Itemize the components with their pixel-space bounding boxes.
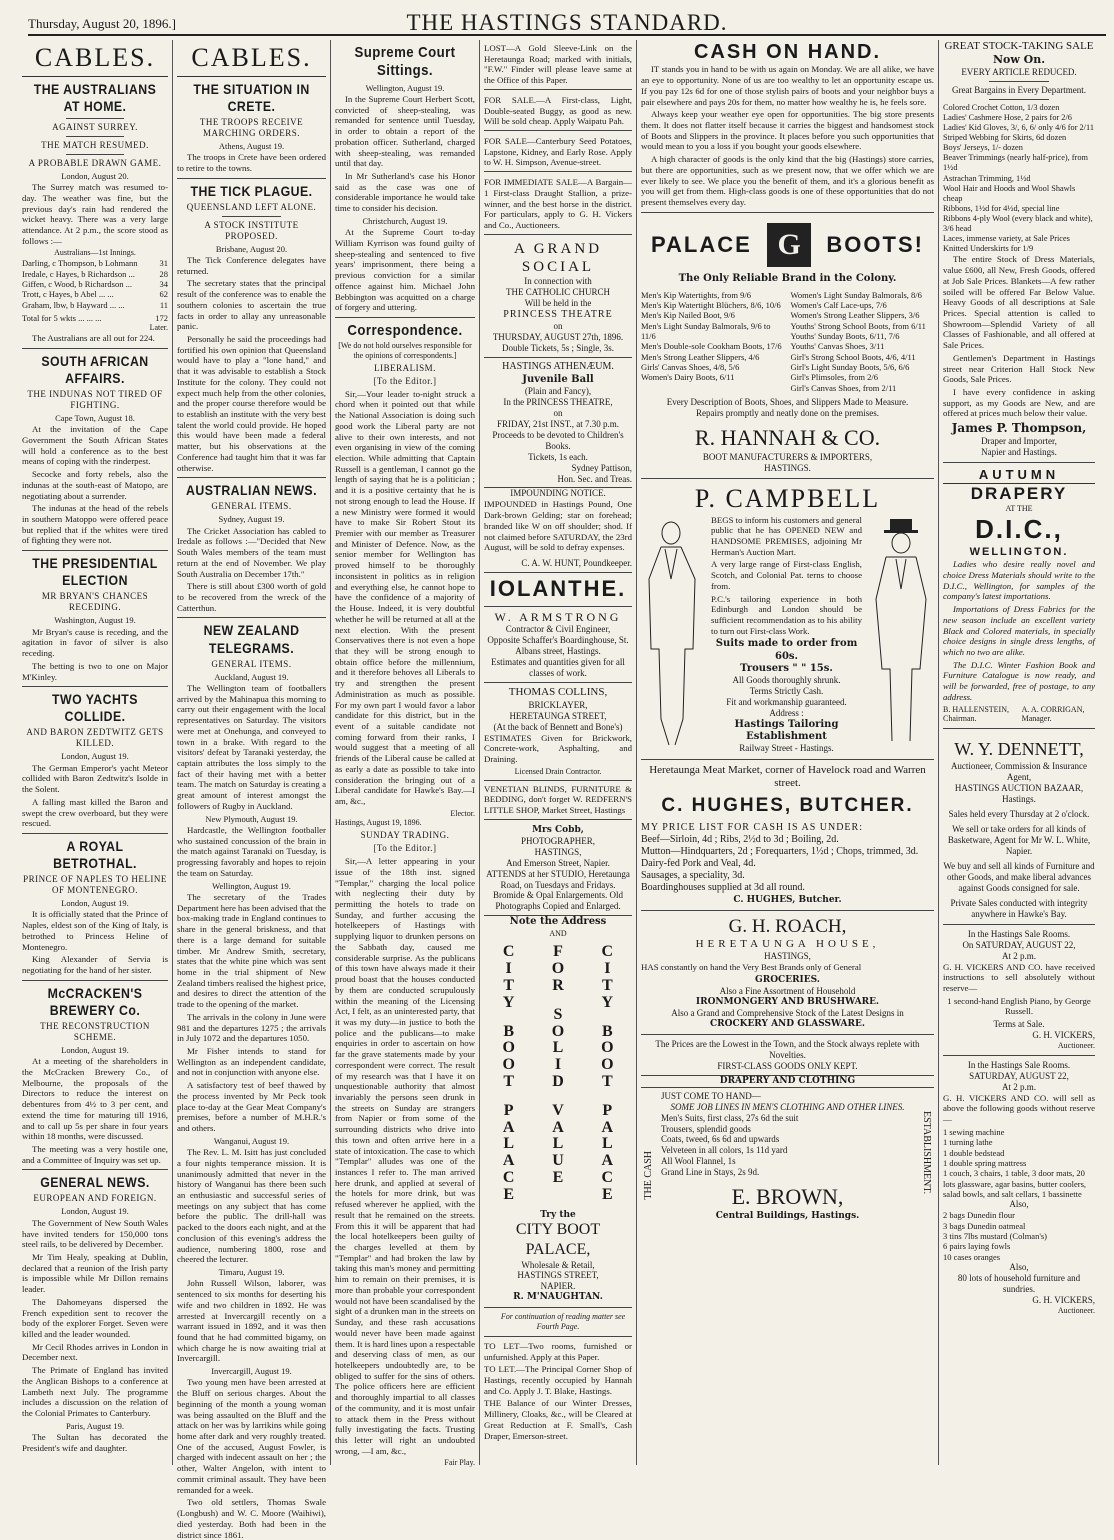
list-item: Men's Kip Nailed Boot, 9/6 [641,310,735,321]
signature: G. H. VICKERS, [1032,1295,1095,1306]
list-item: 3 tins 7lbs mustard (Colman's) [943,1231,1048,1242]
paragraph: At the invitation of the Cape Government the South African States will hold a conference as to the best means of coping with the rinderpest. [22,424,168,467]
thompson-sub: Draper and Importer, [981,435,1057,446]
price-line: Mutton—Hindquarters, 2d ; Forequarters, 1½d ; Chops, trimmed, 3d. [641,845,919,857]
list-item: 1 double bedstead [943,1147,1005,1158]
auction-item-list [943,1210,1095,1262]
auction-time: At 2 p.m. [1001,1081,1036,1092]
dennett-sub: HASTINGS AUCTION BAZAAR, [954,782,1084,793]
dateline: Wellington, August 19. [365,82,445,93]
newspaper-title: THE HASTINGS STANDARD. [406,10,728,35]
list-item: 6 pairs laying fowls [943,1241,1011,1252]
signature: Fair Play. [444,1458,475,1468]
list-item: Men's Strong Leather Slippers, 4/6 [641,351,760,362]
paragraph: The Rev. L. M. Isitt has just concluded a four nights temperance mission. It is unanimously admitted that never in the history of Wanganui has there been such an enthusiastic and successful series of meetings on any subject that has come before the public. The drill-hall was packed to the doors each night, and at the conclusion of this evening's address the audience, numbering 1800, rose and cheered the lecturer. [177,1147,326,1265]
dennett-sub: Auctioneer, Commission & Insurance Agent, [950,761,1088,782]
paragraph: I have every confidence in asking support, as my Goods are New, and are offered at prices much below their value. [943,387,1095,419]
classified-ad: LOST—A Gold Sleeve-Link on the Heretaunga Road; marked with initials, "F.W." Finder will please leave same at the Office of this Paper. [484,40,632,90]
iolanthe-ad: IOLANTHE. [484,573,632,607]
later-label: Later. [149,323,168,333]
paragraph: In the Supreme Court Herbert Scott, convicted of sheep-stealing, was remanded for sentence until Tuesday, in order to obtain a report of the probation officer. Sutherland, charged with sheep-stealing, was remanded until that day. [335,93,475,169]
terms: Terms at Sale. [993,1019,1045,1030]
paragraph: HAS constantly on hand the Very Best Brands only of General [641,962,862,973]
hannah-sub: BOOT MANUFACTURERS & IMPORTERS, [702,451,873,462]
list-item: Girl's Strong School Boots, 4/6, 4/11 [790,351,916,362]
dennett-sub: Hastings. [1002,793,1036,804]
price-line: Beef—Sirloin, 4d ; Ribs, 2½d to 3d ; Boiling, 2d. [641,833,839,845]
paragraph: Mr Fisher intends to stand for Wellington as an independent candidate, and not in conjunction with anyone else. [177,1045,326,1078]
sale-item-list [943,103,1095,255]
paragraph: Two old settlers, Thomas Swale (Longbush) and W. C. Moore (Waihiwi), died yesterday. Both had been in the district since 1861. [177,1497,326,1540]
headline: THE TICK PLAGUE. [190,182,313,199]
sale-title: GREAT STOCK-TAKING SALE [944,40,1094,52]
masthead [28,6,1106,36]
paragraph: At the Supreme Court to-day William Kyrrison was found guilty of sheep-stealing and sentenced to five years' imprisonment, there being a previous conviction for a similar offence against him. Michael John Bebbington was acquitted on a charge of forgery and uttering. [335,227,475,313]
section-title: CABLES. [22,42,168,77]
subhead: AND BARON ZEDTWITZ GETS KILLED. [26,727,164,749]
vertical-word-column: C I T Y B O O T P A L A C E [502,943,515,1203]
list-item: Girls' Canvas Shoes, 4/8, 5/6 [641,362,740,373]
subhead: MR BRYAN'S CHANCES RECEDING. [41,591,149,613]
dennett-title: W. Y. DENNETT, [954,739,1084,760]
headline: Supreme Court Sittings. [354,44,456,80]
paragraph: Gentlemen's Department in Hastings street near Criterion Hall Stock New Goods, Sale Prices. [943,352,1095,385]
classified-ad: FOR SALE—Canterbury Seed Potatoes, Lapstone, Kidney, and Early Rose. Apply to W. H. Simpson, Avenue-street. [484,133,632,172]
palace-subtitle: The Only Reliable Brand in the Colony. [678,273,897,285]
auction-date: SATURDAY, AUGUST 22, [969,1070,1069,1081]
tailored-suit-figure [641,519,703,749]
boots-footnote: Every Description of Boots, Shoes, and Slippers Made to Measure. [666,397,909,408]
paragraph: The Dahomeyans dispersed the French expedition sent to recover the body of the explorer Forget. Seven were killed and the leader wounded. [22,1296,168,1339]
vertical-word-column: F O R S O L I D V A L U E [551,943,565,1186]
dic-signatures: B. HALLENSTEIN, Chairman. A. A. CORRIGAN, Manager. [943,704,1085,724]
dateline: Timaru, August 19. [218,1266,285,1277]
hannah-title: R. HANNAH & CO. [694,425,881,451]
paragraph: A satisfactory test of beef thawed by the process invented by Mr Peck took place to-day at the Gear Meat Company's premises, before a number of M.H.R.'s and others. [177,1080,326,1133]
paragraph: The indunas at the head of the rebels in southern Matoppo were offered peace but replied that if the whites were tired of fighting they were not. [22,503,168,546]
score-row: Trott, c Hayes, b Abel ... ... 62 [22,289,168,300]
campbell-ad-body: BEGS to inform his customers and general public that he has OPENED NEW and HANDSOME PREMISES, adjoining Mr Herman's Auction Mart. A very large range of First-class English, Scotch, and Colonial Pat. terns to choose from. P.C.'s tailoring experience in both Edinburgh and London should be sufficient recommendation as to his ability to turn out First-class Work. Suits made to order from 60s. Trousers " " 15s. All Goods thoroughly shrunk. Terms Strictly Cash. Fit and workmanship guaranteed. Address : Hastings Tailoring Establishment Railway Street - Hastings. [641,515,934,755]
list-item: Ladies' Kid Gloves, 3/, 6, 6/ only 4/6 for 2/11 [943,122,1094,132]
collins-ad: THOMAS COLLINS, BRICKLAYER, HERETAUNGA STREET, (At the back of Bennett and Bone's) ESTIMATES Given for Brickwork, Concrete-work, Asphalting, and Draining. Licensed Drain Contractor. [484,683,632,780]
section-title: CABLES. [177,42,326,77]
paragraph: A falling mast killed the Baron and swept the crew overboard, but they were rescued. [22,796,168,829]
dateline: Wanganui, August 19. [213,1135,290,1146]
dateline: New Plymouth, August 19. [205,813,298,824]
subhead: GENERAL ITEMS. [211,501,292,512]
paragraph: G. H. VICKERS AND CO. will sell as above the following goods without reserve— [943,1092,1095,1125]
score-row: Graham, lbw, b Hayward ... ... 11 [22,299,168,310]
headline: THE SITUATION IN CRETE. [193,80,310,114]
paragraph: The troops in Crete have been ordered to retire to the towns. [177,152,326,173]
boots-footnote: Repairs promptly and neatly done on the premises. [696,408,879,419]
paragraph: We buy and sell all kinds of Furniture and other Goods, and make liberal advances against Goods consigned for sale. [943,860,1095,893]
headline: TWO YACHTS COLLIDE. [52,691,138,725]
paragraph: The German Emperor's yacht Meteor collided with Baron Zedtwitz's Isolde in the Solent. [22,762,168,795]
column-display-ads [637,40,938,1475]
subhead: LIBERALISM. [374,362,436,373]
roach-sub: HASTINGS, [764,951,811,962]
armstrong-ad: W. ARMSTRONG Contractor & Civil Engineer, Opposite Schaffer's Boardinghouse, St. Albans street, Hastings. Estimates and quantities given for all classes of work. [484,607,632,683]
list-item: Women's Light Sunday Balmorals, 8/6 [790,289,922,300]
auction-time: At 2 p.m. [1001,950,1036,961]
headline: SOUTH AFRICAN AFFAIRS. [41,352,149,386]
list-item: Men's Kip Watertight Blüchers, 8/6, 10/6 [641,299,781,310]
paragraph: 80 lots of household furniture and sundries. [957,1273,1081,1295]
paragraph: Also a Grand and Comprehensive Stock of the Latest Designs in [671,1007,904,1018]
list-item: Wool Hair and Hoods and Wool Shawls cheap [943,183,1076,203]
list-item: 3 bags Dunedin oatmeal [943,1220,1026,1231]
hannah-sub: HASTINGS. [764,462,811,473]
dateline: Sydney, August 19. [218,514,285,525]
dateline: Brisbane, August 20. [215,243,288,254]
list-item: Astrachan Trimming, 1½d [943,173,1031,183]
dateline: Paris, August 19. [65,1420,125,1431]
gentleman-figure [868,519,934,749]
notice-title: IMPOUNDING NOTICE. [510,488,606,499]
paragraph: The Sultan has decorated the President's wife and daughter. [22,1432,168,1453]
column-court-correspondence [331,40,479,1475]
dic-city: WELLINGTON. [969,545,1069,558]
subhead: [To the Editor.] [373,375,437,386]
subhead: [To the Editor.] [373,843,437,854]
classified-ad: TO LET.—The Principal Corner Shop of Hastings, recently occupied by Hannah and Co. Apply J. T. Blake, Hastings. [484,1364,632,1396]
list-item: Girl's Light Sunday Boots, 5/6, 6/6 [790,362,910,373]
dateline: Invercargill, August 19. [211,1366,292,1377]
drapery-clothing: DRAPERY AND CLOTHING [641,1075,934,1088]
paragraph: The betting is two to one on Major M'Kinley. [22,660,168,682]
brown-ad: THE CASH ESTABLISHMENT. JUST COME TO HAND— SOME JOB LINES IN MEN'S CLOTHING AND OTHER LINES. Men's Suits, first class, 27s 6d the suit Trousers, splendid goods Coats, tweed, 6s 6d and upwards Velveteen in all colors, 1s 11d yard All Wool Flannel, 1s Grand Line in Stays, 2s 9d. E. BROWN, Central Buildings, Hastings. [643,1090,932,1222]
cash-on-hand-title: CASH ON HAND. [693,41,882,63]
dateline: Washington, August 19. [54,615,136,626]
sale-sub: Great Bargains in Every Department. [951,84,1087,95]
paragraph: Hardcastle, the Wellington footballer who sustained concussion of the brain in the match against Taranaki on Tuesday, is progressing favorably and hopes to rejoin the team on Saturday. [177,824,326,878]
also: Also, [1009,1199,1029,1210]
dateline: Cape Town, August 18. [55,412,135,423]
paragraph: The secretary states that the principal result of the conference was to enable the southern colonies to ascertain the true facts in order to allay any unreasonable panic. [177,278,326,332]
score-total: Total for 5 wkts ... ... ... 172 [22,313,168,323]
signature: Auctioneer. [1057,1041,1095,1051]
letter: Sir,—A letter appearing in your issue of the 18th inst. signed "Templar," charging the local police with neglecting their duty by permitting the hotels to trade on Sunday, and further accusing the hotelkeepers of Hastings with supplying liquor to drunken persons on the Sabbath day, caused me considerable surprise. As the publicans of this town have always made it their proud boast that the houses conducted by them are conducted scrupulously within the meaning of the Licensing Act, I felt, as an uninterested party, that it was my duty—in justice to both the police and the publicans—to make enquiries in order to ascertain on how far the grave statements made by your correspondent were correct. The result of my research was that I have it on unquestionable authority that almost invariably the persons seen drunk in the streets on Sunday are strangers from Napier or from some of the surrounding districts who drive into this town and often arrive here in a state of intoxication. The case to which "Templar" alludes was one of the instances I refer to. The man arrived here drunk, and applied at several of the hotels for more drink, but was refused wherever he applied, with the result that he remained on the streets. From this it will be apparent that had the local hotelkeepers been guilty of the charges levelled at them by "Templar" and had broken the law by taking this man's money and permitting him to remain on their premises, it is more than probable your correspondent would not have been scandalised by the sight of a drunken man in the streets on Sunday, and these rash accusations would never have been made against them. It is hard lines upon a respectable and deserving class of men, as our hotelkeepers undoubtedly are, to be obliged to suffer for the sins of others. The police officers here are efficient and thoroughly impartial to all classes of the community, and it is most unfair to attack them in the Press without fully investigating the facts. Trusting this letter will right an undoubted wrong, —I am, &c., [335,856,475,1456]
paragraph: The secretary of the Trades Department here has been advised that the box-making trade in England continues to share in the general briskness, and that there is a large demand for suitable timber. Mr Andrew Smith, secretary, states that the white pine which was sent home in the trial shipment of New Zealand timbers realised the highest price, and desires to direct the attention of the trade to the opening of the market. [177,891,327,1010]
list-item: Knitted Underskirts for 1/9 [943,244,1034,254]
headline: THE PRESIDENTIAL ELECTION [32,555,158,589]
paragraph: Mr Cecil Rhodes arrives in London in December next. [22,1341,168,1363]
list-item: Men's Double-sole Cookham Boots, 17/6 [641,341,782,352]
headline: THE AUSTRALIANS AT HOME. [33,80,157,114]
price-list-heading: MY PRICE LIST FOR CASH IS AS UNDER: [641,821,863,833]
continuation-note: For continuation of reading matter see Fourth Page. [500,1312,626,1332]
list-item: Women's Calf Lace-ups, 7/6 [790,299,887,310]
dateline: Auckland, August 19. [214,671,289,682]
meat-market-note: Heretaunga Meat Market, corner of Havelock road and Warren street. [649,763,926,789]
subhead: EUROPEAN AND FOREIGN. [33,1193,157,1204]
paragraph: The arrivals in the colony in June were 981 and the departures 1275 ; the arrivals in July 1072 and the departures 1050. [177,1011,326,1044]
dateline: London, August 19. [61,751,129,762]
subhead: THE INDUNAS NOT TIRED OF FIGHTING. [27,388,163,410]
thompson-name: James P. Thompson, [951,421,1087,436]
drapery-title: DRAPERY [970,483,1068,503]
paragraph: It is officially stated that the Prince of Naples, eldest son of the King of Italy, is betrothed to Princess Heline of Montenegro. [22,909,168,952]
price-line: Dairy-fed Pork and Veal, 4d. [641,858,756,870]
classified-ad: TO LET—Two rooms, furnished or unfurnished. Apply at this Paper. [484,1340,632,1362]
signature: Auctioneer. [1057,1306,1095,1315]
dateline: Athens, August 19. [218,140,285,151]
paragraph: The meeting was a very hostile one, and a Committee of Inquiry was set up. [22,1143,168,1165]
signature: Elector. [450,808,475,818]
paragraph: A very large range of First-class English, Scotch, and Colonial Pat. terns to choose from. [711,559,862,591]
list-item: Youths' Canvas Shoes, 3/11 [790,341,885,352]
paragraph: Sales held every Thursday at 2 o'clock. [948,808,1090,819]
signature: C. A. W. HUNT, Poundkeeper. [484,555,632,573]
subhead: A PROBABLE DRAWN GAME. [28,157,162,168]
column-classifieds [480,40,636,1475]
list-item: Ribbons 4-ply Wool (every black and white), 3/6 head [943,213,1093,234]
paragraph: Also a Fine Assortment of Household [719,985,856,996]
classified-ad: FOR IMMEDIATE SALE—A Bargain—1 First-class Draught Stallion, a prize-winner, and the best horse in the district. For particulars, apply to G. H. Vickers and Co., Auctioneers. [484,174,632,235]
paragraph: A high character of goods is the only kind that the big (Hastings) store carries, but there are opportunities, such as we present now, that we offer which we are ever likely to see. We place you the benefit of them, and it's a glorious benefit as you will get from them. High-class goods is one of these opportunities that do not present themselves every day. [641,154,934,208]
also: Also, [1009,1262,1029,1273]
paragraph: The Primate of England has invited the Anglican Bishops to a conference at Lambeth next July. The programme includes a discussion on the relation of the Colonial Primates to Canterbury. [22,1365,168,1419]
paragraph: King Alexander of Servia is negotiating for the hand of her sister. [22,954,168,976]
g-logo: G [767,223,810,268]
column-cables-1 [18,40,172,1475]
vertical-word-column: C I T Y B O O T P A L A C E [601,943,614,1203]
subhead: AGAINST SURREY. [52,121,138,132]
score-row: Darling, c Thompson, b Lohmann 31 [22,258,168,269]
paragraph: Private Sales conducted with integrity anywhere in Hawke's Bay. [950,897,1088,919]
list-item: 1 couch, 3 chairs, 1 table, 3 door mats, 20 lots glassware, agar basins, butter coolers, salad bowls, and salt cellars, 1 bassinette [943,1168,1087,1199]
classified-ad: THE Balance of our Winter Dresses, Millinery, Cloaks, &c., will be Cleared at Great Reduction at F. Small's, Cash Draper, Emerson-street. [484,1398,632,1441]
paragraph: Always keep your weather eye open for opportunities. The big store presents them. It does not flatter itself because it carries the biggest and handsomest stock of Boots and Slippers in the province. It places before you such opportunities that would mean to you a loss if you bought your goods elsewhere. [641,109,934,152]
dateline: London, August 19. [61,898,129,909]
list-item: 1 double spring mattress [943,1157,1027,1168]
paragraph: FIRST-CLASS GOODS ONLY KEPT. [717,1060,858,1071]
campbell-title: P. CAMPBELL [694,483,881,513]
headline: AUSTRALIAN NEWS. [186,482,317,499]
paragraph: Mr Bryan's cause is receding, and the agitation in favor of silver is also receding. [22,626,168,659]
paragraph: The D.I.C. Winter Fashion Book and Furniture Catalogue is now ready, and will be forwarded, free of postage, to any address. [943,659,1095,702]
dateline: Wellington, August 19. [212,880,291,891]
venetian-ad: VENETIAN BLINDS, FURNITURE & BEDDING, don't forget W. REDFERN'S LITTLE SHOP, Market Street, Hastings [484,781,632,820]
list-item: Beaver Trimmings (nearly half-price), from 1½d [943,153,1088,173]
list-item: Colored Crochet Cotton, 1/3 dozen [943,102,1060,112]
crockery: CROCKERY AND GLASSWARE. [709,1018,866,1029]
dateline: Hastings, August 19, 1896. [335,818,422,828]
ironmongery: IRONMONGERY AND BRUSHWARE. [695,996,880,1007]
paragraph: Importations of Dress Fabrics for the new season include an excellent variety Black and Colored materials, in specially choice designs in single dress lengths, of which no two are alike. [943,604,1095,657]
score-row: Iredale, c Hayes, b Richardson ... 28 [22,268,168,279]
column-cables-2 [173,40,330,1540]
paragraph: The entire Stock of Dress Materials, value £600, all New, Fresh Goods, offered at Job Sale Prices. Blankets—A few rather soiled will be offered Far Below Value. Heavy Goods of all descriptions at Sale Prices. Special attention is called to Showroom—Splendid Variety of all Classes of Fashionable, and all offered at Sale Prices. [943,254,1095,351]
list-item: Men's Light Sunday Balmorals, 9/6 to 11/6 [641,320,771,341]
groceries: GROCERIES. [755,974,820,985]
paragraph: The Surrey match was resumed to-day. The weather was fine, but the previous day's rain had rendered the wicket heavy. There was a very large attendance. At 2 p.m., the score stood as follows :— [22,182,168,246]
subhead: THE RECONSTRUCTION SCHEME. [40,1020,150,1042]
paragraph: Personally he said the proceedings had fortified his own opinion that Queensland would have to play a "lone hand," and that it was advisable to establish a Stock Institute for the colony. They could not expect much help from the other colonies, and the proper course therefore would be to establish an institute with the very best talent the world could provide. He hoped this would have been made a federal matter, but his observations at the Conference had taught him that it was far otherwise. [177,333,326,473]
subhead: PRINCE OF NAPLES TO HELINE OF MONTENEGRO. [23,874,167,896]
column-right-ads [939,40,1099,1475]
paragraph: John Russell Wilson, laborer, was sentenced to six months for deserting his wife and two children in 1892. He was arrested at Invercargill recently on a warrant issued in 1892, and it was then found that he had committed bigamy, on which charge he is now awaiting trial at Invercargill. [177,1278,326,1364]
subhead: GENERAL ITEMS. [211,658,292,669]
roach-title: G. H. ROACH, [728,915,847,937]
price-line: Boardinghouses supplied at 3d all round. [641,882,805,894]
list-item: Laces, immense variety, at Sale Prices [943,234,1070,244]
dateline: London, August 19. [61,1206,129,1217]
paragraph: BEGS to inform his customers and general public that he has OPENED NEW and HANDSOME PREMISES, adjoining Mr Herman's Auction Mart. [711,514,862,557]
list-item: Striped Webbing for Skirts, 6d dozen [943,133,1067,143]
paragraph: We sell or take orders for all kinds of Basketware, Agent for Mr W. L. White, Napier. [947,823,1091,856]
hughes-title: C. HUGHES, BUTCHER. [661,795,914,817]
headline: Correspondence. [347,321,463,339]
auction-item-list [943,1127,1095,1200]
dateline: Christchurch, August 19. [362,215,448,226]
subhead: THE TROOPS RECEIVE MARCHING ORDERS. [199,116,304,138]
autumn-title: AUTUMN [943,467,1095,484]
score-row: Giffen, c Wood, b Richardson ... 34 [22,278,168,289]
paragraph: Ladies who desire really novel and choice Dress Materials should write to the D.I.C., Wellington, for samples of the company's latest importations. [943,559,1095,602]
hughes-signature: C. HUGHES, Butcher. [733,894,842,905]
classified-ad: FOR SALE.—A First-class, Light, Double-seated Buggy, as good as new. Will be sold cheap. Apply Waipatu Pah. [484,92,632,131]
list-item: Women's Dairy Boots, 6/11 [641,372,735,383]
subhead: A STOCK INSTITUTE PROPOSED. [204,219,299,241]
headline: A ROYAL BETROTHAL. [53,838,137,872]
headline: GENERAL NEWS. [40,1174,150,1191]
innings-label: Australians—1st Innings. [54,248,136,258]
auction-venue: In the Hastings Sale Rooms. [967,928,1071,939]
price-line: Sausages, a speciality, 3d. [641,870,745,882]
list-item: Ladies' Cashmere Hose, 2 pairs for 2/6 [943,112,1072,122]
boots-price-list [641,290,934,394]
paragraph: Secocke and forty rebels, also the indunas at the south-east of Matopo, are negotiating about a surrender. [22,469,168,501]
list-item: Ribbons, 1½d for 4½d, special line [943,203,1060,213]
dateline: London, August 19. [61,1044,129,1055]
list-item: 10 cases oranges [943,1251,1001,1262]
paragraph: At a meeting of the shareholders in the McCracken Brewery Co., of Melbourne, the proposals of the Directors to reduce the interest on debentures from 4½ to 3 per cent, and extend the time for maturing till 1916, and to call up 5s per share in four years within 18 months, were discussed. [22,1056,168,1142]
paragraph: P.C.'s tailoring experience in both Edinburgh and London should be sufficient recommendation as to his ability to turn out First-class Work. [711,593,862,636]
now-on: Now On. [992,53,1046,67]
social-ad: A GRAND SOCIAL In connection with THE CATHOLIC CHURCH Will be held in the PRINCESS THEATRE on THURSDAY, AUGUST 27th, 1896. Double Tickets, 5s ; Single, 3s. [484,237,632,359]
list-item: Men's Kip Watertights, from 9/6 [641,289,751,300]
subhead: THE MATCH RESUMED. [41,139,149,150]
city-boot-palace-ad: Note the Address AND C I T Y B O O T P A L A C E F O R S O L I D V A L U E C I T Y B O O T P A L A C E Try the CITY BOOT PALACE, Wholesale & Retail, HASTINGS STREET, NAPIER. R. M'NAUGHTAN. [502,916,614,1303]
list-item: Girl's Plimsoles, from 2/6 [790,372,878,383]
paragraph: The Wellington team of footballers arrived by the Mahinapua this morning to carry out their engagement with the local representatives on Saturday. The visitors were met at Onehunga, and conveyed to town in a brake. With regard to the visitors' defeat by Taranaki yesterday, the captain attributes the loss simply to the fact of their having met with a better team. The match on Saturday is creating a great amount of interest amongst the followers of Rugby in Auckland. [177,682,326,811]
roach-sub: HERETAUNGA HOUSE, [695,937,880,950]
list-item: Youths' Strong School Boots, from 6/11 [790,320,926,331]
letter: Sir,—Your leader to-night struck a chord when it pointed out that while the National Association is doing such good work the Liberal party are not alive to their own interests, and not even organising in view of the coming election. While admitting that Captain Russell is a gentleman, I cannot go the length of saying that he is a politician ; and it is a positive certainty that he is not strong enough to lead the House. If a new Ministry were formed it would have to make Sir Robert Stout its Premier with our member as Treasurer and Minister of Defence. Now, as the senior member for Wellington has proved himself to be thoroughly inconsistent in politics as in religion and everything else, he cannot hope to have the confidence of a majority of the House. Indeed, it is very doubtful whether he will be returned at all at the next election. With the present Conservatives there is not even a hope that they will be strong enough to obtain office before the millennium, and it therefore behoves all Liberals to try and strengthen the present Administration as much as possible. For my own part I would favor a labor candidate for this district, but in the event of a suitable candidate not coming forward from their ranks, I would suggest that a meeting of all friends of the Liberal cause be called at as early a date as possible to take into consideration the bringing out of a Liberal candidate for Hawke's Bay.—I am, &c., [335,388,475,807]
paragraph: Mr Tim Healy, speaking at Dublin, declared that a reunion of the Irish party is impossible while Mr Dillon remains leader. [22,1251,168,1295]
paragraph: G. H. VICKERS AND CO. have received instructions to sell absolutely without reserve— [943,961,1095,993]
paragraph: The Prices are the Lowest in the Town, and the Stock always replete with Novelties. [655,1038,920,1060]
dic-title: D.I.C., [975,514,1063,545]
paragraph: The Tick Conference delegates have returned. [177,254,326,276]
list-item: Women's Strong Leather Slippers, 3/6 [790,310,920,321]
auction-venue: In the Hastings Sale Rooms. [967,1059,1071,1070]
signature: G. H. VICKERS, [1032,1030,1095,1041]
list-item: 1 sewing machine [943,1126,1005,1137]
athenaeum-ad: HASTINGS ATHENÆUM. Juvenile Ball (Plain and Fancy), In the PRINCESS THEATRE, on FRIDAY, 21st INST., at 7.30 p.m. Proceeds to be devoted to Children's Books. Tickets, 1s each. Sydney Pattison, Hon. Sec. and Treas. [484,358,632,488]
paragraph: 1 second-hand English Piano, by George Russell. [947,995,1091,1017]
subhead: SUNDAY TRADING. [360,830,450,841]
impounding-notice: IMPOUNDED in Hastings Pound, One Dark-brown Gelding; star on forehead; branded like W on off shoulder; shod. If not claimed before SATURDAY, the 23rd August, will be sold to defray expenses. [484,499,632,553]
sale-sub: EVERY ARTICLE REDUCED. [961,66,1077,77]
headline: McCRACKEN'S BREWERY Co. [47,984,143,1018]
palace-boots-banner: PALACE G BOOTS! [641,217,934,274]
cobb-ad: Mrs Cobb, PHOTOGRAPHER, HASTINGS, And Emerson Street, Napier. ATTENDS at her STUDIO, Heretaunga Road, on Tuesdays and Fridays. Bromide & Opal Enlargements. Old Photographs Copied and Enlarged. [484,822,632,917]
list-item: 2 bags Dunedin flour [943,1210,1016,1221]
subhead: QUEENSLAND LEFT ALONE. [186,201,317,212]
list-item: Youths' Sunday Boots, 6/11, 7/6 [790,330,900,341]
list-item: Boys' Jerseys, 1/- dozen [943,143,1023,153]
paragraph: The Government of New South Wales have invited tenders for 150,000 tons steel rails, to be delivered by December. [22,1217,168,1250]
thompson-sub: Napier and Hastings. [981,446,1057,457]
paragraph: IT stands you in hand to be with us again on Monday. We are all alike, we have an eye to opportunity. None of us are too wealthy to let an opportunity escape us. If you pay 12s 6d for one of those stylish pairs of boots and your neighbor buys a pair elsewhere and pays 20s for them, no matter how wealthy he is, he feels sore. [641,64,934,107]
list-item: Girl's Canvas Shoes, from 2/11 [790,382,897,393]
paragraph: Two young men have been arrested at the Bluff on serious charges. About the beginning of the month a young woman was being assaulted on the Bluff and the attack on her was by larrikins while going home after dark and very roughly treated. One of the accused, August Fowler, is charged with indecent assault on her ; the other, Walter Angelon, with intent to commit criminal assault. They have been remanded for a week. [177,1377,326,1495]
paragraph: There is still about £300 worth of gold to be recovered from the wreck of the Catterthun. [177,581,326,613]
editor-note: [We do not hold ourselves responsible for the opinions of correspondents.] [338,341,472,361]
paragraph: The Cricket Association has cabled to Iredale as follows :—"Decided that New South Wales members of the team must return at the end of November. We play South Australia on December 17th." [177,525,326,579]
headline: NEW ZEALAND TELEGRAMS. [203,622,300,656]
paragraph: In Mr Sutherland's case his Honor said as the case was one of considerable importance he would take time to consider his decision. [335,170,475,214]
at-the: AT THE [1005,504,1033,514]
list-item: 1 turning lathe [943,1137,993,1148]
paragraph: The Australians are all out for 224. [32,333,155,344]
issue-date: Thursday, August 20, 1896.] [28,16,176,31]
dateline: London, August 20. [61,170,129,181]
auction-date: On SATURDAY, AUGUST 22, [962,939,1076,950]
